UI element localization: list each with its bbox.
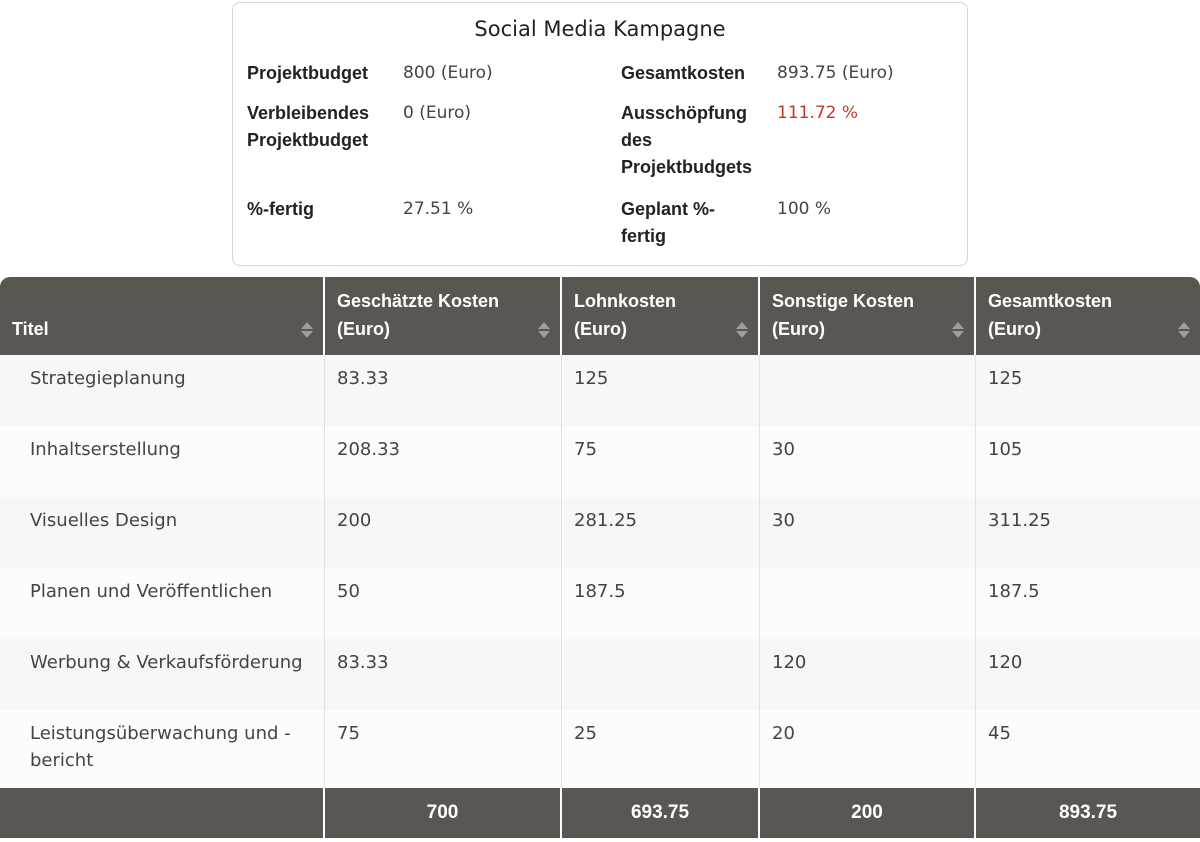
- sort-icon[interactable]: [736, 321, 748, 339]
- other-cost-cell: 30: [760, 426, 976, 497]
- planned-done-value: 100 %: [777, 199, 832, 219]
- title-cell: Werbung & Verkaufsförderung: [0, 639, 325, 710]
- project-summary-card: [232, 2, 968, 266]
- title-cell: Visuelles Design: [0, 497, 325, 568]
- title-cell: Inhaltserstellung: [0, 426, 325, 497]
- total-cost-value: 893.75 (Euro): [777, 63, 894, 83]
- labor-cost-cell: [562, 639, 760, 710]
- labor-cost-cell: 125: [562, 355, 760, 426]
- other-cost-cell: 120: [760, 639, 976, 710]
- table-row[interactable]: [0, 568, 1200, 640]
- remaining-budget-value: 0 (Euro): [403, 103, 472, 123]
- project-title: Social Media Kampagne: [474, 17, 726, 41]
- column-header-total-cost[interactable]: Gesamtkosten (Euro): [976, 277, 1200, 355]
- estimated-cost-cell: 75: [325, 710, 562, 788]
- table-footer-totals: [0, 788, 1200, 838]
- sort-icon[interactable]: [1178, 321, 1190, 339]
- footer-labor-total: 693.75: [562, 788, 760, 838]
- table-row[interactable]: [0, 710, 1200, 789]
- budget-usage-label: Ausschöpfung des Projektbudgets: [621, 103, 753, 177]
- total-cost-cell: 105: [988, 439, 1023, 460]
- column-header-estimated-cost[interactable]: Geschätzte Kosten (Euro): [325, 277, 562, 355]
- table-row[interactable]: [0, 355, 1200, 427]
- table-row[interactable]: [0, 426, 1200, 498]
- remaining-budget-label: Verbleibendes Projektbudget: [247, 103, 370, 150]
- table-row[interactable]: [0, 497, 1200, 569]
- percent-done-label: %-fertig: [247, 199, 314, 219]
- total-cost-label: Gesamtkosten: [621, 63, 746, 83]
- column-header-other-cost[interactable]: Sonstige Kosten (Euro): [760, 277, 976, 355]
- footer-other-total: 200: [760, 788, 976, 838]
- total-cost-cell: 187.5: [988, 581, 1040, 602]
- title-cell: Strategieplanung: [0, 355, 325, 426]
- other-cost-cell: 20: [760, 710, 976, 788]
- other-cost-cell: 30: [760, 497, 976, 568]
- column-header-labor-cost[interactable]: Lohnkosten (Euro): [562, 277, 760, 355]
- column-header-title[interactable]: Titel: [0, 277, 325, 355]
- labor-cost-cell: 281.25: [562, 497, 760, 568]
- title-cell: Planen und Veröffentlichen: [0, 568, 325, 639]
- total-cost-cell: 311.25: [988, 510, 1051, 531]
- table-row[interactable]: [0, 639, 1200, 711]
- sort-icon[interactable]: [301, 321, 313, 339]
- sort-icon[interactable]: [538, 321, 550, 339]
- labor-cost-cell: 75: [562, 426, 760, 497]
- other-cost-cell: [760, 568, 976, 639]
- labor-cost-cell: 25: [562, 710, 760, 788]
- footer-estimated-total: 700: [325, 788, 562, 838]
- table-header-row: [0, 277, 1200, 355]
- cost-table: [0, 277, 1200, 842]
- budget-label: Projektbudget: [247, 63, 369, 83]
- total-cost-cell: 125: [988, 368, 1023, 389]
- estimated-cost-cell: 50: [325, 568, 562, 639]
- estimated-cost-cell: 208.33: [325, 426, 562, 497]
- budget-value: 800 (Euro): [403, 63, 493, 83]
- labor-cost-cell: 187.5: [562, 568, 760, 639]
- footer-title-cell: [0, 788, 325, 838]
- estimated-cost-cell: 200: [325, 497, 562, 568]
- footer-grand-total: 893.75: [1058, 802, 1118, 823]
- sort-icon[interactable]: [952, 321, 964, 339]
- total-cost-cell: 120: [988, 652, 1023, 673]
- title-cell: Leistungsüberwachung und -bericht: [0, 710, 325, 788]
- estimated-cost-cell: 83.33: [325, 639, 562, 710]
- planned-done-label: Geplant %-fertig: [621, 199, 716, 246]
- estimated-cost-cell: 83.33: [325, 355, 562, 426]
- other-cost-cell: [760, 355, 976, 426]
- percent-done-value: 27.51 %: [403, 199, 474, 219]
- total-cost-cell: 45: [988, 723, 1011, 744]
- budget-usage-value: 111.72 %: [777, 103, 859, 123]
